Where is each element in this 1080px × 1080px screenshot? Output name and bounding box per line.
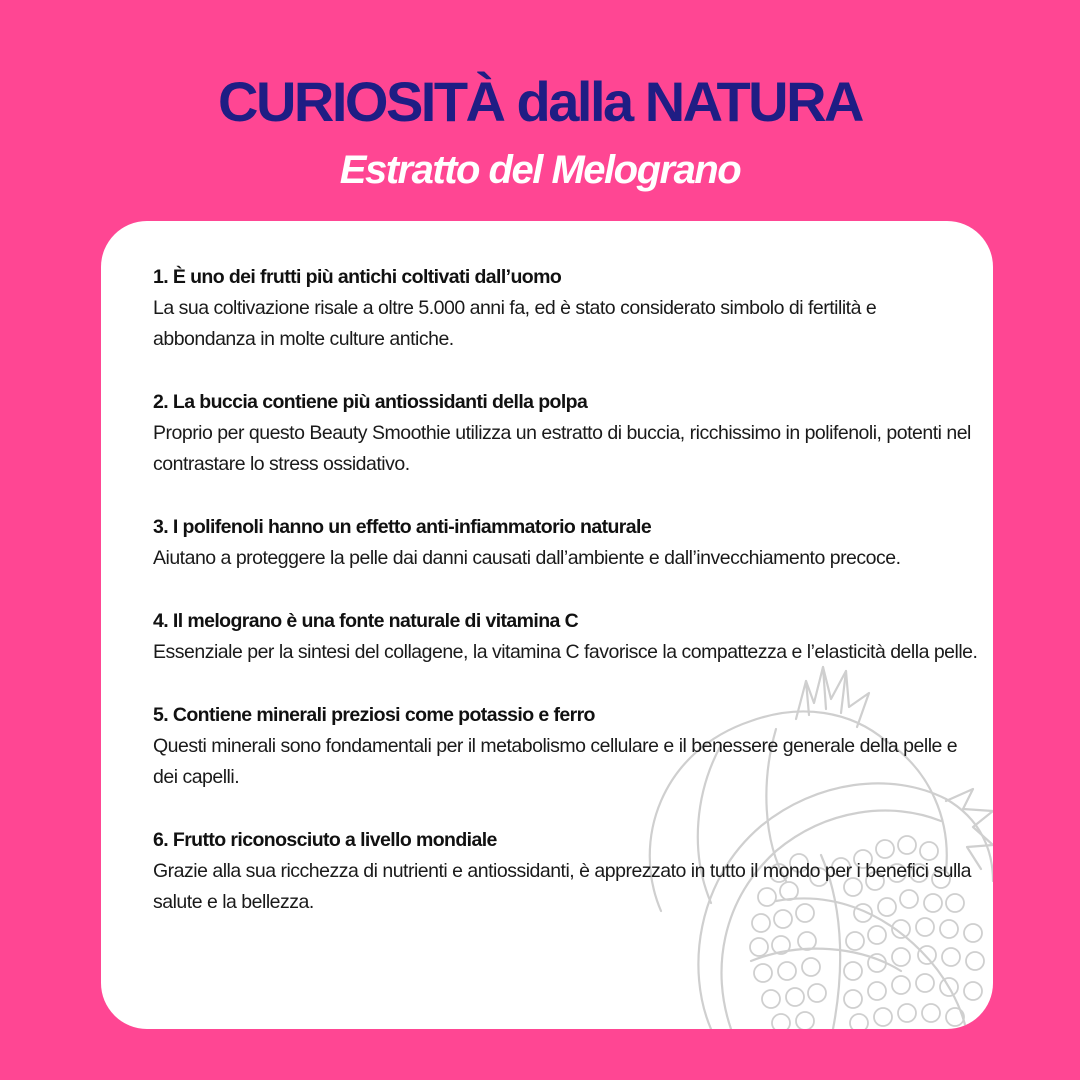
list-item xyxy=(153,699,983,793)
item-title: 6. Frutto riconosciuto a livello mondiale xyxy=(153,829,497,851)
item-text: Proprio per questo Beauty Smoothie utilizza un estratto di buccia, ricchissimo in polifenoli, potenti nel contrastare lo stress ossidativo. xyxy=(153,422,971,475)
list-item xyxy=(153,605,983,668)
item-title: 3. I polifenoli hanno un effetto anti-infiammatorio naturale xyxy=(153,516,652,538)
page-title: CURIOSITÀ dalla NATURA xyxy=(218,70,862,133)
list-item xyxy=(153,824,983,918)
page-subtitle: Estratto del Melograno xyxy=(339,148,741,192)
list-item xyxy=(153,261,983,355)
item-title: 1. È uno dei frutti più antichi coltivati dall’uomo xyxy=(153,266,562,288)
curiosity-list xyxy=(153,261,983,949)
content-card xyxy=(101,221,993,1029)
item-title: 2. La buccia contiene più antiossidanti della polpa xyxy=(153,391,588,413)
item-text: Essenziale per la sintesi del collagene, la vitamina C favorisce la compattezza e l’elasticità della pelle. xyxy=(153,641,978,663)
list-item xyxy=(153,511,983,574)
item-text: Grazie alla sua ricchezza di nutrienti e antiossidanti, è apprezzato in tutto il mondo per i benefici sulla salute e la bellezza. xyxy=(153,860,971,913)
item-text: La sua coltivazione risale a oltre 5.000 anni fa, ed è stato considerato simbolo di fertilità e abbondanza in molte culture antiche. xyxy=(153,297,877,350)
item-text: Aiutano a proteggere la pelle dai danni causati dall’ambiente e dall’invecchiamento precoce. xyxy=(153,547,901,569)
item-text: Questi minerali sono fondamentali per il metabolismo cellulare e il benessere generale della pelle e dei capelli. xyxy=(153,735,958,788)
list-item xyxy=(153,386,983,480)
item-title: 4. Il melograno è una fonte naturale di vitamina C xyxy=(153,610,579,632)
item-title: 5. Contiene minerali preziosi come potassio e ferro xyxy=(153,704,595,726)
